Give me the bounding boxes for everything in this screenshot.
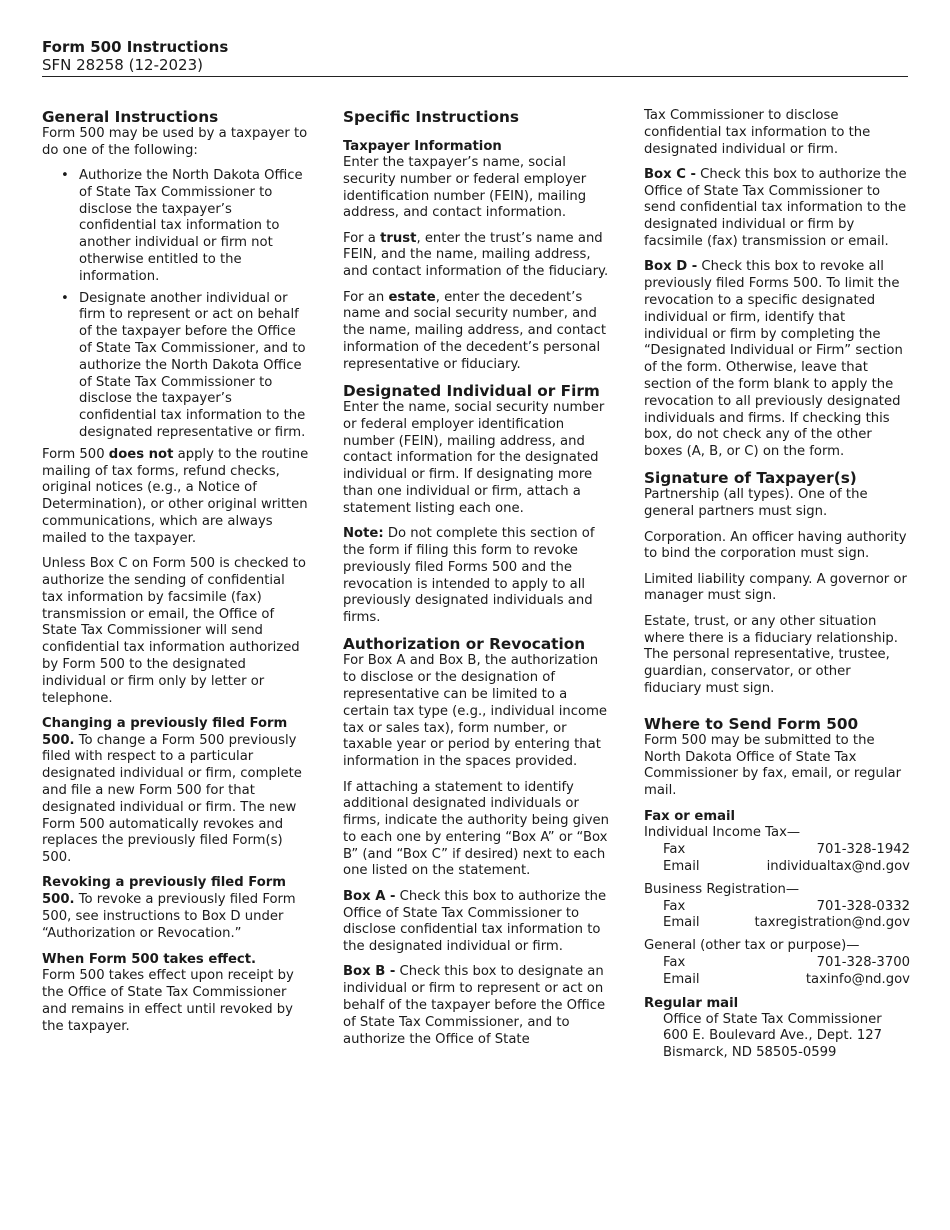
email-address[interactable]: taxregistration@nd.gov bbox=[754, 915, 910, 931]
list-item: • Authorize the North Dakota Office of State Tax Commissioner to disclose the taxpayer’s confidential tax information to another individual or firm not otherwise entitled to the information. bbox=[79, 168, 310, 286]
signature-heading: Signature of Taxpayer(s) bbox=[644, 469, 857, 488]
fax-row: Fax 701-328-0332 bbox=[663, 898, 910, 914]
document-header bbox=[42, 38, 908, 77]
designated-paragraph: Enter the name, social security number or federal employer identification number (FEIN), mailing address, and contact information for the designated individual or firm. If designating more than one individual or firm, attach a statement listing each one. bbox=[343, 400, 605, 516]
address-line: 600 E. Boulevard Ave., Dept. 127 bbox=[663, 1028, 883, 1044]
mailing-address bbox=[644, 1012, 910, 1062]
contact-label: Individual Income Tax— bbox=[644, 825, 801, 841]
signature-partnership: Partnership (all types). One of the general partners must sign. bbox=[644, 487, 868, 520]
signature-estate: Estate, trust, or any other situation where there is a fiduciary relationship. The personal representative, trustee, guardian, conservator, or other fiduciary must sign. bbox=[644, 613, 898, 696]
contact-label: Business Registration— bbox=[644, 881, 800, 897]
taxpayer-info-paragraph: Enter the taxpayer’s name, social security number or federal employer identification number (FEIN), mailing address, and contact information. bbox=[343, 155, 587, 221]
note-paragraph: Note: Do not complete this section of the form if filing this form to revoke previously filed Forms 500 and the revocation is intended to apply to all previously designated individuals and firms. bbox=[343, 526, 595, 626]
column-general-instructions bbox=[42, 108, 310, 1044]
address-line: Bismarck, ND 58505-0599 bbox=[663, 1045, 837, 1061]
fax-row: Fax 701-328-3700 bbox=[663, 954, 910, 970]
box-b-continued: Tax Commissioner to disclose confidential tax information to the designated individual or firm. bbox=[644, 108, 871, 157]
box-d-paragraph: Box D - Check this box to revoke all previously filed Forms 500. To limit the revocation to a specific designated individual or firm, identify that individual or firm by completing the “Designated Individual or Firm” section of the form. Otherwise, leave that section of the form blank to apply the revocation to all previously designated individuals and firms. If checking this box, do not check any of the other boxes (A, B, or C) on the form. bbox=[644, 259, 903, 460]
box-a-paragraph: Box A - Check this box to authorize the Office of State Tax Commissioner to disclose confidential tax information to the designated individual or firm. bbox=[343, 888, 607, 955]
revoking-paragraph: Revoking a previously filed Form 500. To revoke a previously filed Form 500, see instructions to Box D under “Authorization or Revocation.” bbox=[42, 875, 296, 941]
box-c-paragraph: Unless Box C on Form 500 is checked to authorize the sending of confidential tax information by facsimile (fax) transmission or email, the Office of State Tax Commissioner will send confidential tax information authorized by Form 500 to the designated individual or firm only by letter or telephone. bbox=[42, 556, 306, 706]
changing-paragraph: Changing a previously filed Form 500. To change a Form 500 previously filed with respect to a particular designated individual or firm, complete and file a new Form 500 for that designated individual or firm. The new Form 500 automatically revokes and replaces the previously filed Form(s) 500. bbox=[42, 715, 302, 866]
box-c-paragraph: Box C - Check this box to authorize the Office of State Tax Commissioner to send confidential tax information to the designated individual or firm by facsimile (fax) transmission or email. bbox=[644, 166, 907, 250]
uses-list bbox=[42, 168, 310, 442]
trust-paragraph: For a trust, enter the trust’s name and FEIN, and the name, mailing address, and contact information of the fiduciary. bbox=[343, 230, 609, 280]
fax-number: 701-328-0332 bbox=[816, 898, 910, 914]
fax-number: 701-328-3700 bbox=[816, 954, 910, 970]
estate-paragraph: For an estate, enter the decedent’s name and social security number, and the name, mailing address, and contact information of the decedent’s personal representative or fiduciary. bbox=[343, 289, 607, 372]
effect-heading: When Form 500 takes effect. bbox=[42, 952, 257, 968]
address-line: Office of State Tax Commissioner bbox=[663, 1011, 882, 1027]
fax-row: Fax 701-328-1942 bbox=[663, 842, 910, 858]
email-address[interactable]: taxinfo@nd.gov bbox=[805, 971, 910, 987]
form-number: SFN 28258 (12-2023) bbox=[42, 56, 204, 74]
list-item: • Designate another individual or firm to represent or act on behalf of the taxpayer before the Office of State Tax Commissioner, and to authorize the North Dakota Office of State Tax Commissioner to disclose the taxpayer’s confidential tax information to the designated representative or firm. bbox=[79, 291, 310, 442]
fax-email-heading: Fax or email bbox=[644, 809, 736, 825]
contact-general bbox=[644, 938, 910, 988]
designated-heading: Designated Individual or Firm bbox=[343, 382, 600, 401]
taxpayer-info-heading: Taxpayer Information bbox=[343, 139, 502, 154]
specific-instructions-heading: Specific Instructions bbox=[343, 108, 519, 126]
effect-paragraph: Form 500 takes effect upon receipt by the Office of State Tax Commissioner and remains in effect until revoked by the taxpayer. bbox=[42, 968, 294, 1034]
contact-label: General (other tax or purpose)— bbox=[644, 938, 860, 954]
email-row: Email taxinfo@nd.gov bbox=[663, 971, 910, 987]
email-row: Email individualtax@nd.gov bbox=[663, 858, 910, 874]
where-to-send-heading: Where to Send Form 500 bbox=[644, 714, 859, 733]
column-specific-instructions bbox=[343, 108, 613, 1057]
column-signature-and-where-to-send bbox=[644, 108, 910, 1062]
box-b-paragraph: Box B - Check this box to designate an individual or firm to represent or act on behalf of the taxpayer before the Office of State Tax Commissioner, and to authorize the Office of State bbox=[343, 964, 606, 1047]
contact-business-registration bbox=[644, 882, 910, 932]
general-instructions-heading: General Instructions bbox=[42, 108, 219, 126]
page-title: Form 500 Instructions bbox=[42, 38, 229, 56]
email-row: Email taxregistration@nd.gov bbox=[663, 915, 910, 931]
where-to-send-paragraph: Form 500 may be submitted to the North Dakota Office of State Tax Commissioner by fax, email, or regular mail. bbox=[644, 732, 902, 799]
authorization-heading: Authorization or Revocation bbox=[343, 635, 586, 654]
authorization-paragraph: For Box A and Box B, the authorization to disclose or the designation of representative can be limited to a certain tax type (e.g., individual income tax or sales tax), form number, or taxable year or period by entering that information in the spaces provided. bbox=[343, 653, 608, 770]
does-not-apply-paragraph: Form 500 does not apply to the routine mailing of tax forms, refund checks, original notices (e.g., a Notice of Determination), or other original written communications, which are always mailed to the taxpayer. bbox=[42, 446, 309, 546]
general-intro: Form 500 may be used by a taxpayer to do one of the following: bbox=[42, 126, 308, 158]
regular-mail-heading: Regular mail bbox=[644, 995, 739, 1011]
signature-corporation: Corporation. An officer having authority to bind the corporation must sign. bbox=[644, 529, 907, 562]
fax-number: 701-328-1942 bbox=[816, 842, 910, 858]
contact-individual-income-tax bbox=[644, 825, 910, 875]
email-address[interactable]: individualtax@nd.gov bbox=[766, 858, 910, 874]
signature-llc: Limited liability company. A governor or manager must sign. bbox=[644, 571, 907, 604]
attach-statement-paragraph: If attaching a statement to identify additional designated individuals or firms, indicate the authority being given to each one by entering “Box A” or “Box B” (and “Box C” if desired) next to each one listed on the statement. bbox=[343, 779, 609, 879]
